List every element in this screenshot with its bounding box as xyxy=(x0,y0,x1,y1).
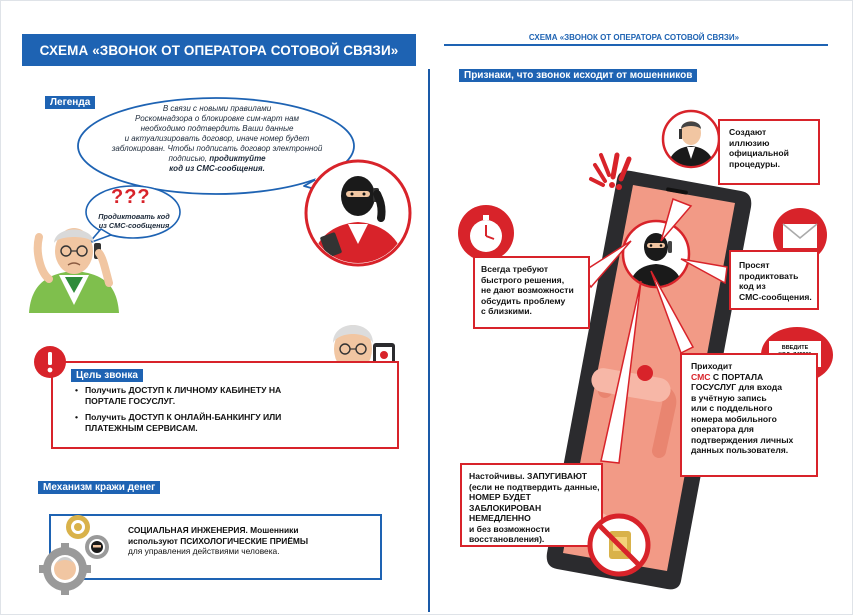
page-title: СХЕМА «ЗВОНОК ОТ ОПЕРАТОРА СОТОВОЙ СВЯЗИ» xyxy=(22,34,416,66)
illusion-text: Создают иллюзию официальной процедуры. xyxy=(729,127,789,169)
sms-text: Приходит СМС С ПОРТАЛА ГОСУСЛУГ для входа в учётную запись или с поддельного номера мобильного оператора для подтверждения личных данных пользователя. xyxy=(691,361,794,455)
code-request-text: Просят продиктовать код из СМС-сообщения. xyxy=(739,260,812,302)
intimidation-text: Настойчивы. ЗАПУГИВАЮТ (если не подтвердить данные, НОМЕР БУДЕТ ЗАБЛОКИРОВАН НЕМЕДЛЕННО и без возможности восстановления). xyxy=(469,471,600,544)
goal-item: • Получить ДОСТУП К ЛИЧНОМУ КАБИНЕТУ НА ПОРТАЛЕ ГОСУСЛУГ. xyxy=(85,385,309,406)
worried-man-illustration xyxy=(19,213,129,313)
urgency-text: Всегда требуют быстрого решения, не дают возможности обсудить проблему с близкими. xyxy=(481,264,574,316)
right-header: СХЕМА «ЗВОНОК ОТ ОПЕРАТОРА СОТОВОЙ СВЯЗИ» xyxy=(528,33,740,42)
column-divider xyxy=(428,69,430,612)
mechanism-text: СОЦИАЛЬНАЯ ИНЖЕНЕРИЯ. Мошенники используют ПСИХОЛОГИЧЕСКИЕ ПРИЁМЫ для управления действиями человека. xyxy=(128,525,309,556)
header-underline xyxy=(444,44,828,46)
legend-label: Легенда xyxy=(45,96,95,109)
blocked-sim-icon xyxy=(587,513,651,577)
scammer-woman-circle xyxy=(303,158,413,268)
goal-label: Цель звонка xyxy=(71,369,143,382)
mechanism-label: Механизм кражи денег xyxy=(38,481,160,494)
stopwatch-icon xyxy=(456,203,516,263)
signs-label: Признаки, что звонок исходит от мошенников xyxy=(459,69,697,82)
speech-text: В связи с новыми правилами Роскомнадзора о блокировке сим-карт нам необходимо подтвердить Ваши данные и актуализировать договор, иначе номер будет заблокирован. Чтобы подписать договор электронной подписью, продиктуйте код из СМС-сообщения. xyxy=(111,104,323,173)
alert-icon xyxy=(33,345,67,379)
fake-official-avatar xyxy=(661,109,721,169)
sms-code-card: ВВЕДИТЕ xyxy=(769,341,821,367)
question-marks: ??? xyxy=(111,186,151,208)
goal-list xyxy=(71,385,309,439)
gears-icon xyxy=(35,507,125,597)
goal-item: • Получить ДОСТУП К ОНЛАЙН-БАНКИНГУ ИЛИ ПЛАТЕЖНЫМ СЕРВИСАМ. xyxy=(85,412,309,433)
victim-bubble-text: Продиктовать код из СМС-сообщения xyxy=(98,212,170,230)
